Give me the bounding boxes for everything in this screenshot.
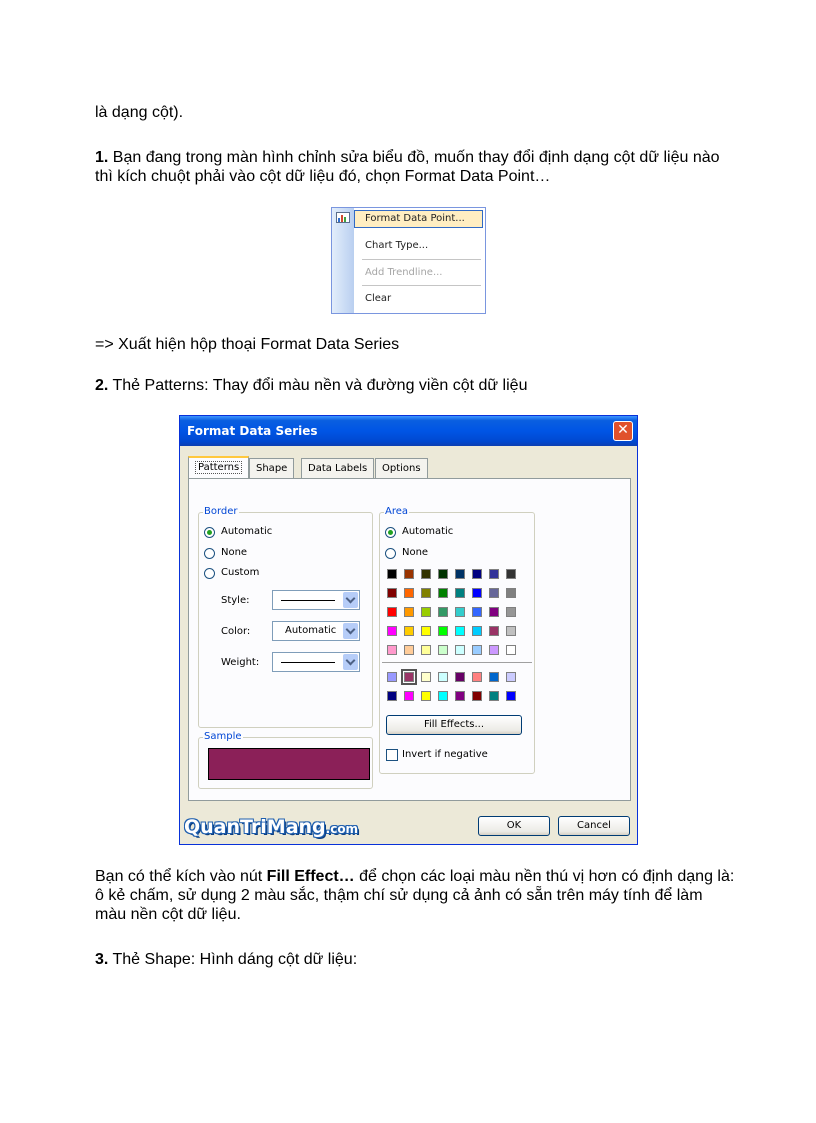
dialog-title: Format Data Series xyxy=(187,424,318,438)
color-swatch[interactable] xyxy=(387,588,397,598)
color-swatch[interactable] xyxy=(489,691,499,701)
color-swatch[interactable] xyxy=(438,691,448,701)
step2-paragraph xyxy=(95,376,735,395)
color-swatch[interactable] xyxy=(421,672,431,682)
border-custom-label: Custom xyxy=(221,567,260,578)
color-swatch[interactable] xyxy=(438,588,448,598)
border-group xyxy=(198,506,373,728)
sample-swatch xyxy=(208,748,370,780)
format-data-series-dialog xyxy=(179,415,638,845)
step1-paragraph xyxy=(95,148,735,186)
sample-group xyxy=(198,731,373,789)
color-swatch[interactable] xyxy=(421,569,431,579)
weight-label: Weight: xyxy=(221,657,260,668)
close-icon[interactable]: ✕ xyxy=(613,421,633,441)
color-swatch[interactable] xyxy=(472,626,482,636)
format-chart-icon xyxy=(336,212,350,223)
color-swatch[interactable] xyxy=(489,645,499,655)
ok-button[interactable]: OK xyxy=(478,816,550,836)
color-swatch[interactable] xyxy=(404,626,414,636)
color-swatch[interactable] xyxy=(438,645,448,655)
line-style-preview xyxy=(281,600,335,601)
sample-label: Sample xyxy=(204,731,242,742)
color-swatch[interactable] xyxy=(506,626,516,636)
menu-item-add-trendline: Add Trendline... xyxy=(365,267,443,278)
tab-shape[interactable]: Shape xyxy=(249,458,294,478)
line-weight-preview xyxy=(281,662,335,663)
color-dropdown[interactable] xyxy=(272,621,360,641)
color-swatch[interactable] xyxy=(404,588,414,598)
step1-text: Bạn đang trong màn hình chỉnh sửa biểu đồ, muốn thay đổi định dạng cột dữ liệu nào thì kích chuột phải vào cột dữ liệu đó, chọn Format Data Point… xyxy=(95,149,720,185)
area-none-radio[interactable] xyxy=(385,548,396,559)
color-swatch[interactable] xyxy=(438,607,448,617)
color-swatch[interactable] xyxy=(489,607,499,617)
color-swatch[interactable] xyxy=(404,607,414,617)
color-swatch[interactable] xyxy=(472,588,482,598)
color-swatch[interactable] xyxy=(489,626,499,636)
color-swatch[interactable] xyxy=(387,569,397,579)
step3-paragraph xyxy=(95,950,735,969)
cancel-button[interactable]: Cancel xyxy=(558,816,630,836)
color-swatch[interactable] xyxy=(506,588,516,598)
color-swatch[interactable] xyxy=(421,607,431,617)
color-swatch[interactable] xyxy=(506,645,516,655)
color-swatch[interactable] xyxy=(438,569,448,579)
color-swatch[interactable] xyxy=(404,672,414,682)
color-swatch[interactable] xyxy=(506,569,516,579)
menu-item-clear[interactable]: Clear xyxy=(365,293,392,304)
color-swatch[interactable] xyxy=(506,607,516,617)
context-menu xyxy=(331,207,486,314)
menu-separator xyxy=(362,259,481,260)
color-swatch[interactable] xyxy=(387,691,397,701)
color-swatch[interactable] xyxy=(421,691,431,701)
area-automatic-radio[interactable] xyxy=(385,527,396,538)
color-label: Color: xyxy=(221,626,251,637)
dialog-titlebar xyxy=(180,416,637,446)
color-swatch[interactable] xyxy=(421,626,431,636)
invert-if-negative-label: Invert if negative xyxy=(402,749,488,760)
color-swatch[interactable] xyxy=(489,672,499,682)
color-swatch[interactable] xyxy=(455,607,465,617)
color-swatch[interactable] xyxy=(455,569,465,579)
step1-number: 1. xyxy=(95,149,109,166)
menu-separator xyxy=(362,285,481,286)
border-group-label: Border xyxy=(204,506,238,517)
step3-text: Thẻ Shape: Hình dáng cột dữ liệu: xyxy=(108,951,358,968)
color-dropdown-value: Automatic xyxy=(285,625,337,636)
step2-number: 2. xyxy=(95,377,109,394)
color-swatch[interactable] xyxy=(472,569,482,579)
fill-effect-bold: Fill Effect… xyxy=(266,868,355,885)
color-swatch[interactable] xyxy=(387,607,397,617)
color-swatch[interactable] xyxy=(404,569,414,579)
result-line: => Xuất hiện hộp thoại Format Data Series xyxy=(95,336,400,353)
color-swatch[interactable] xyxy=(404,691,414,701)
color-swatch[interactable] xyxy=(387,645,397,655)
menu-item-format-data-point[interactable]: Format Data Point... xyxy=(354,210,483,228)
area-automatic-label: Automatic xyxy=(402,526,454,537)
menu-gutter xyxy=(332,208,354,313)
color-swatch[interactable] xyxy=(421,645,431,655)
palette-divider xyxy=(382,662,532,663)
border-automatic-label: Automatic xyxy=(221,526,273,537)
color-swatch[interactable] xyxy=(438,672,448,682)
step3-number: 3. xyxy=(95,951,109,968)
area-group xyxy=(379,506,535,774)
tab-patterns[interactable]: Patterns xyxy=(188,456,249,479)
border-none-label: None xyxy=(221,547,248,558)
menu-item-chart-type[interactable]: Chart Type... xyxy=(365,240,429,251)
border-custom-radio[interactable] xyxy=(204,568,215,579)
color-swatch[interactable] xyxy=(404,645,414,655)
border-none-radio[interactable] xyxy=(204,548,215,559)
tab-data-labels[interactable]: Data Labels xyxy=(301,458,374,478)
fill-effect-paragraph xyxy=(95,867,735,924)
intro-line: là dạng cột). xyxy=(95,104,184,121)
color-swatch[interactable] xyxy=(472,672,482,682)
color-swatch[interactable] xyxy=(472,645,482,655)
tab-options[interactable]: Options xyxy=(375,458,428,478)
chevron-down-icon[interactable] xyxy=(343,592,358,608)
color-swatch[interactable] xyxy=(387,626,397,636)
chevron-down-icon[interactable] xyxy=(343,623,358,639)
color-swatch[interactable] xyxy=(455,691,465,701)
style-label: Style: xyxy=(221,595,250,606)
color-swatch[interactable] xyxy=(472,607,482,617)
color-swatch[interactable] xyxy=(438,626,448,636)
color-swatch[interactable] xyxy=(472,691,482,701)
style-dropdown[interactable] xyxy=(272,590,360,610)
fill-effect-pre: Bạn có thể kích vào nút xyxy=(95,868,267,885)
color-swatch[interactable] xyxy=(506,691,516,701)
fill-effect-post: để chọn các loại màu nền thú vị hơn có định dạng là: ô kẻ chấm, sử dụng 2 màu sắc, thậm chí sử dụng cả ảnh có sẵn trên máy tính để làm màu nền cột dữ liệu. xyxy=(95,868,735,923)
border-automatic-radio[interactable] xyxy=(204,527,215,538)
area-none-label: None xyxy=(402,547,429,558)
color-swatch[interactable] xyxy=(455,645,465,655)
fill-effects-button[interactable]: Fill Effects... xyxy=(386,715,522,735)
color-swatch[interactable] xyxy=(455,672,465,682)
color-swatch[interactable] xyxy=(489,569,499,579)
color-swatch[interactable] xyxy=(387,672,397,682)
chevron-down-icon[interactable] xyxy=(343,654,358,670)
color-swatch[interactable] xyxy=(489,588,499,598)
color-swatch[interactable] xyxy=(421,588,431,598)
weight-dropdown[interactable] xyxy=(272,652,360,672)
patterns-panel xyxy=(188,478,631,801)
color-swatch[interactable] xyxy=(506,672,516,682)
color-swatch[interactable] xyxy=(455,588,465,598)
area-group-label: Area xyxy=(385,506,409,517)
color-swatch[interactable] xyxy=(455,626,465,636)
quantrimang-logo: QuanTriMang.com xyxy=(184,816,359,838)
invert-if-negative-checkbox[interactable] xyxy=(386,749,398,761)
step2-text: Thẻ Patterns: Thay đổi màu nền và đường viền cột dữ liệu xyxy=(108,377,528,394)
